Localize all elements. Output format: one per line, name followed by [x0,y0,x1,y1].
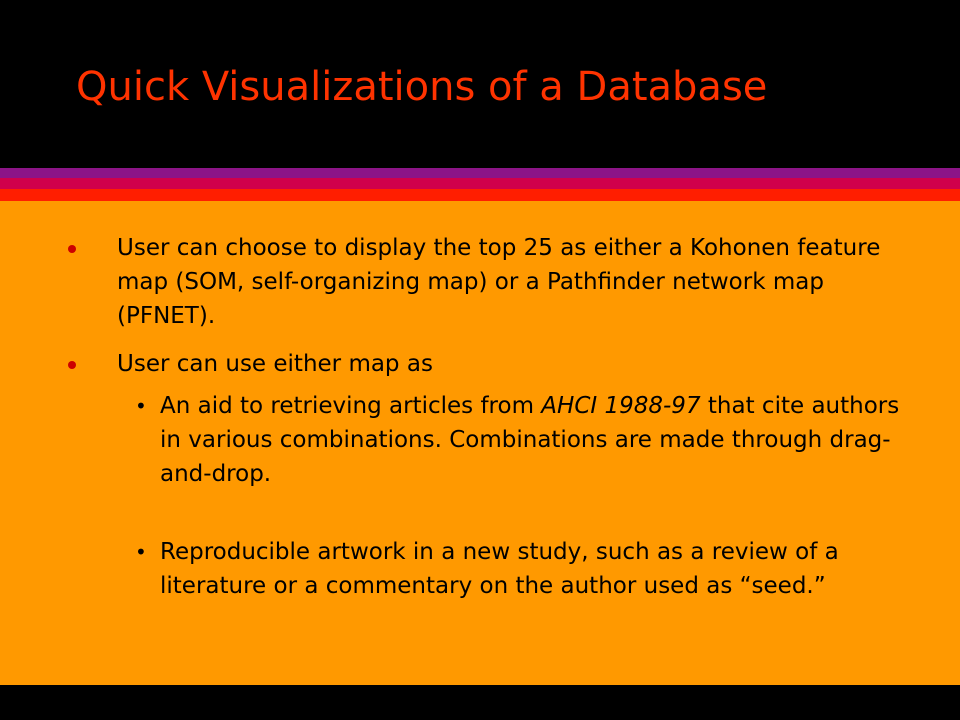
divider-stripe-crimson [0,178,960,189]
sub-bullet-marker-icon: • [135,394,147,418]
slide-title: Quick Visualizations of a Database [76,64,768,110]
database-name: AHCI 1988-97 [541,393,701,419]
bullet-text: User can use either map as [117,351,433,377]
bullet-text: User can choose to display the top 25 as either a Kohonen feature map (SOM, self-organizing map) or a Pathfinder network map (PFNET). [117,235,881,329]
divider-stripe-purple [0,168,960,178]
sub-bullet-text-pre: An aid to retrieving articles from [160,393,542,419]
content-area [0,201,960,685]
sub-bullet-text: Reproducible artwork in a new study, such as a review of a literature or a commentary on the author used as “seed.” [160,539,839,599]
divider-stripe-red [0,189,960,201]
sub-bullet-text [160,389,900,491]
bullet-marker-icon [68,361,76,369]
sub-bullet-text-post: that cite authors in various combinations. Combinations are made through drag-and-drop. [160,393,900,487]
sub-bullet-marker-icon: • [135,540,147,564]
bullet-marker-icon [68,245,76,253]
